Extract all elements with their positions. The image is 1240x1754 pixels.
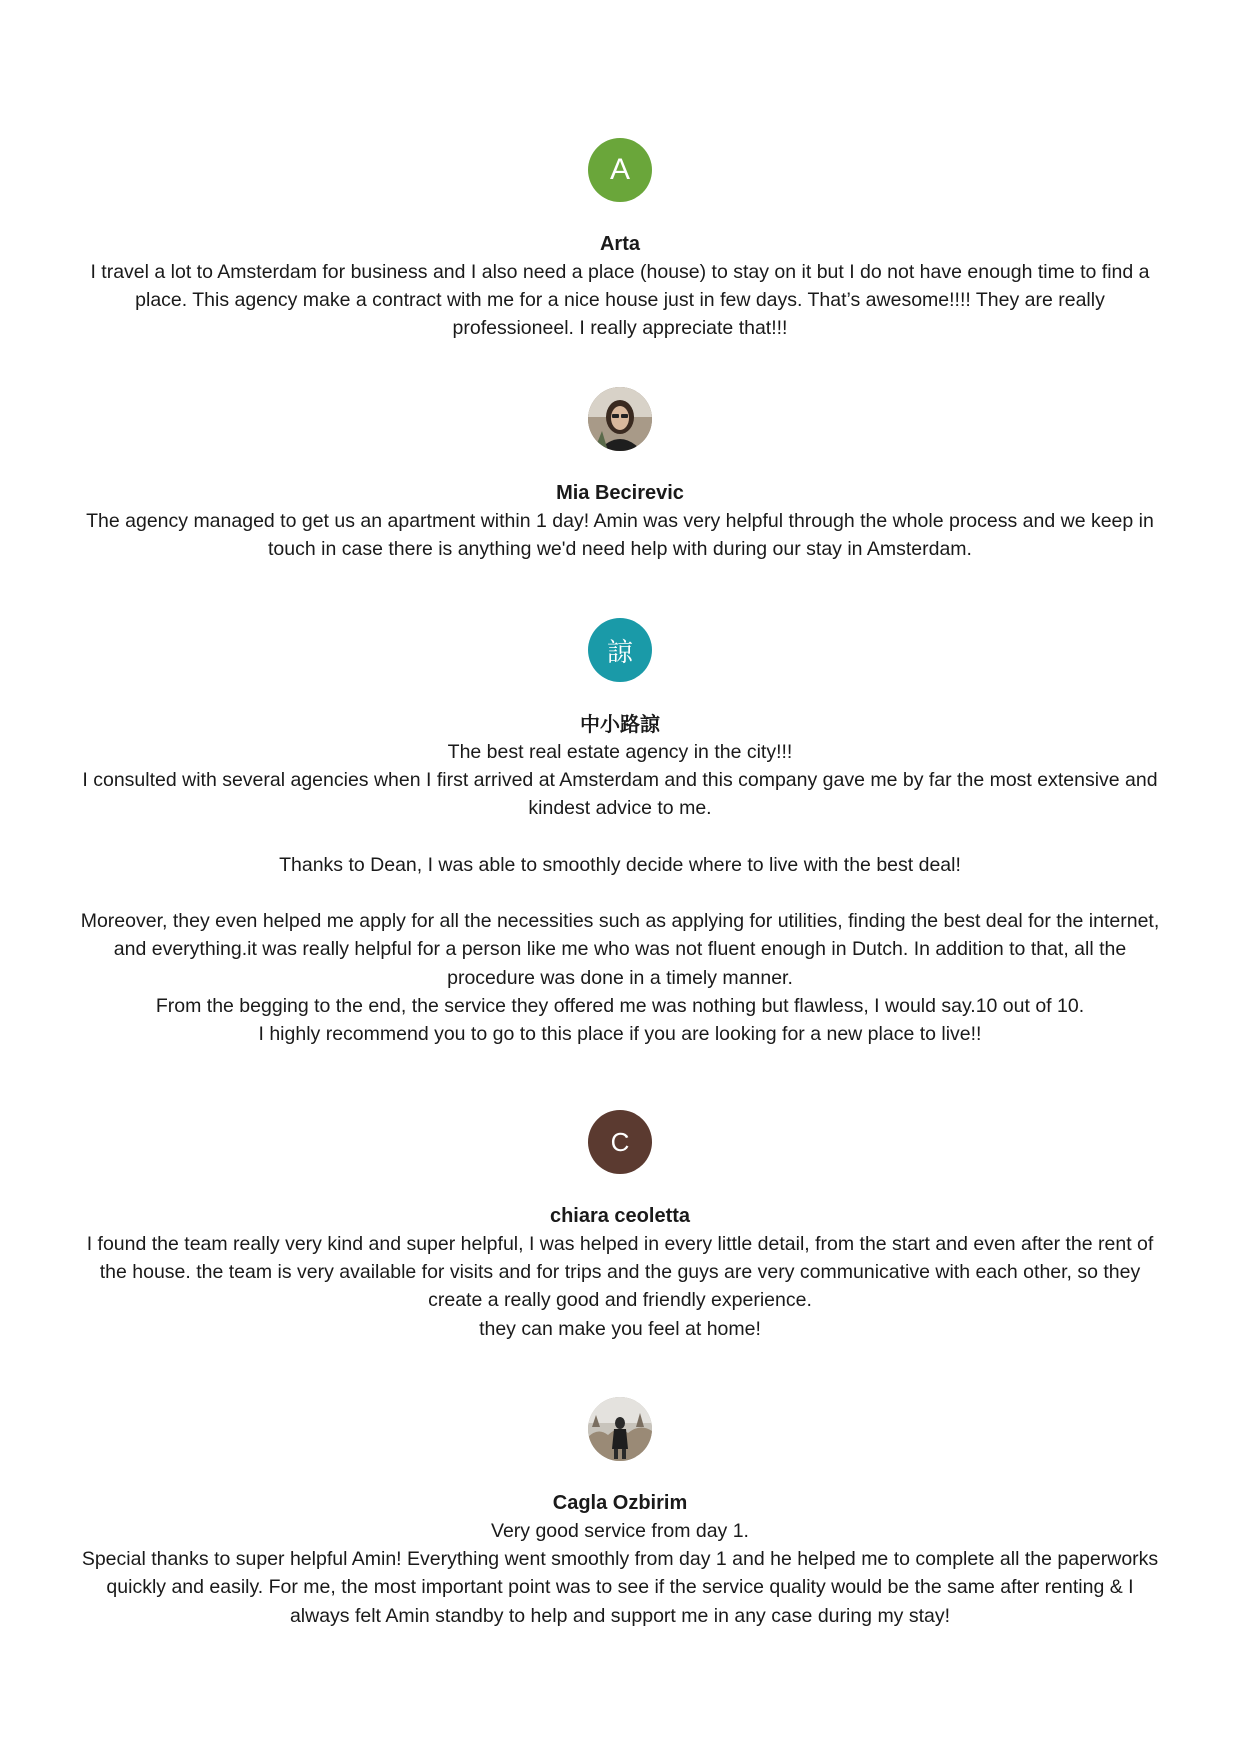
review-card [80, 1110, 1160, 1343]
avatar-initial: A [609, 153, 630, 186]
review-paragraph: Moreover, they even helped me apply for all the necessities such as applying for utilities, finding the best deal for the internet, and everything.it was really helpful for a person like me who was not fluent enough in Dutch. In addition to that, all the procedure was done in a timely manner. [80, 910, 1160, 989]
review-card [80, 138, 1160, 343]
reviewer-name: Mia Becirevic [556, 482, 684, 504]
review-paragraph: they can make you feel at home! [479, 1317, 761, 1340]
review-paragraph: The best real estate agency in the city!!! [447, 741, 793, 763]
review-paragraph: Very good service from day 1. [491, 1520, 749, 1542]
review-paragraph: Thanks to Dean, I was able to smoothly decide where to live with the best deal! [279, 853, 961, 876]
paragraph-spacer [80, 823, 1160, 851]
review-text [80, 507, 1160, 563]
avatar-initial: C [610, 1126, 630, 1157]
review-paragraph: I travel a lot to Amsterdam for business and I also need a place (house) to stay on it but I do not have enough time to find a place. This agency make a contract with me for a nice house just in few days. That’s awesome!!!! They are really professioneel. I really appreciate that!!! [90, 261, 1150, 340]
reviewer-name: Arta [599, 233, 640, 255]
review-card [80, 1397, 1160, 1630]
reviewer-name: chiara ceoletta [549, 1205, 691, 1227]
reviewer-name: 中小路諒 [580, 712, 660, 736]
paragraph-spacer [80, 879, 1160, 907]
avatar [588, 387, 652, 451]
avatar [588, 1110, 652, 1174]
review-paragraph: Special thanks to super helpful Amin! Everything went smoothly from day 1 and he helped me to complete all the paperworks quickly and easily. For me, the most important point was to see if the service quality would be the same after renting & I always felt Amin standby to help and support me in any case during my stay! [81, 1548, 1159, 1627]
avatar-initial: 諒 [606, 637, 633, 668]
user-photo-icon [588, 1397, 652, 1461]
avatar [588, 1397, 652, 1461]
review-card [80, 618, 1160, 1048]
review-card [80, 387, 1160, 563]
review-text [80, 1230, 1160, 1343]
avatar [588, 138, 652, 202]
review-paragraph: From the begging to the end, the service they offered me was nothing but flawless, I would say.10 out of 10. [155, 994, 1085, 1017]
review-text [80, 258, 1160, 343]
review-paragraph: I consulted with several agencies when I first arrived at Amsterdam and this company gave me by far the most extensive and kindest advice to me. [82, 769, 1158, 820]
review-paragraph: The agency managed to get us an apartment within 1 day! Amin was very helpful through the whole process and we keep in touch in case there is anything we'd need help with during our stay in Amsterdam. [86, 510, 1154, 561]
review-paragraph: I found the team really very kind and super helpful, I was helped in every little detail, from the start and even after the rent of the house. the team is very available for visits and for trips and the guys are very communicative with each other, so they create a really good and friendly experience. [86, 1233, 1154, 1312]
user-photo-icon [588, 387, 652, 451]
reviewer-name: Cagla Ozbirim [552, 1492, 688, 1514]
review-paragraph: I highly recommend you to go to this place if you are looking for a new place to live!! [258, 1023, 982, 1045]
review-text [80, 1517, 1160, 1630]
avatar [588, 618, 652, 682]
review-text [80, 738, 1160, 1048]
